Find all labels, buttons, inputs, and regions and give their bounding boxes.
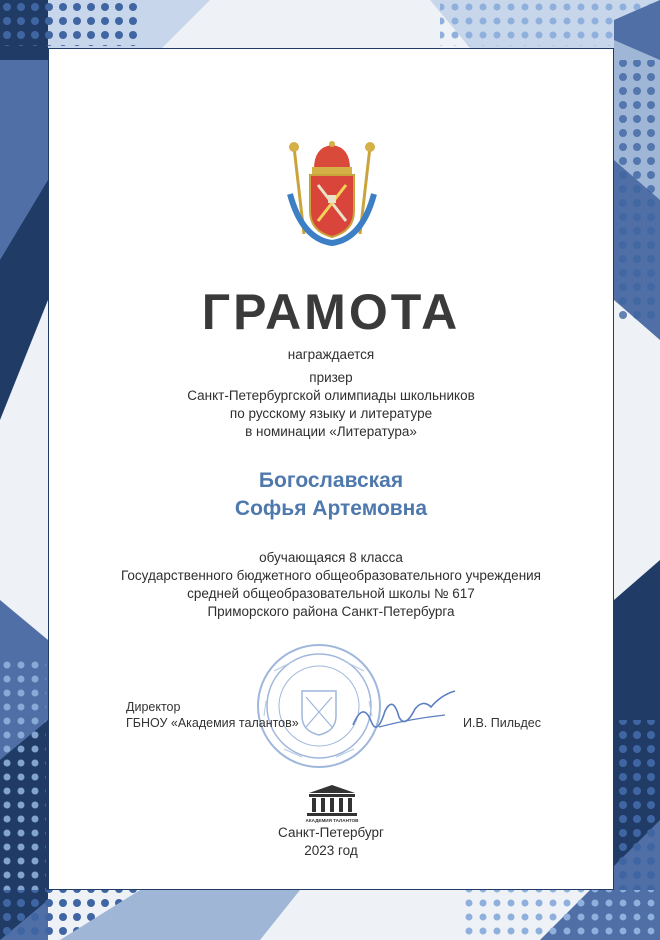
place-and-year [49,824,613,860]
director-signature [349,681,459,741]
certificate-card [48,48,614,890]
prize-line: Санкт-Петербургской олимпиады школьников [187,388,475,403]
signatory-position: Директор [126,700,181,714]
recipient-name [49,467,613,523]
place: Санкт-Петербург [278,825,384,840]
prize-line: призер [309,370,353,385]
logo-caption: АКАДЕМИЯ ТАЛАНТОВ [305,818,359,823]
building-columns-icon [297,783,367,823]
student-block [49,549,613,621]
signatory-organization: ГБНОУ «Академия талантов» [126,716,299,730]
recipient-given-name: Софья Артемовна [234,497,428,520]
student-line: Государственного бюджетного общеобразовательного учреждения [121,568,541,583]
year: 2023 год [304,843,358,858]
prize-line: в номинации «Литература» [245,424,417,439]
recipient-surname: Богославская [258,469,404,492]
prize-block [49,369,613,441]
student-line: средней общеобразовательной школы № 617 [187,586,475,601]
prize-line: по русскому языку и литературе [229,406,433,421]
student-line: Приморского района Санкт-Петербурга [207,604,455,619]
signatory-name: И.В. Пильдес [463,716,542,730]
signatory-title [126,699,299,731]
awarded-text: награждается [287,347,375,362]
coat-of-arms-icon [282,139,382,249]
certificate-title: ГРАМОТА [201,284,461,340]
student-line: обучающаяся 8 класса [259,550,403,565]
